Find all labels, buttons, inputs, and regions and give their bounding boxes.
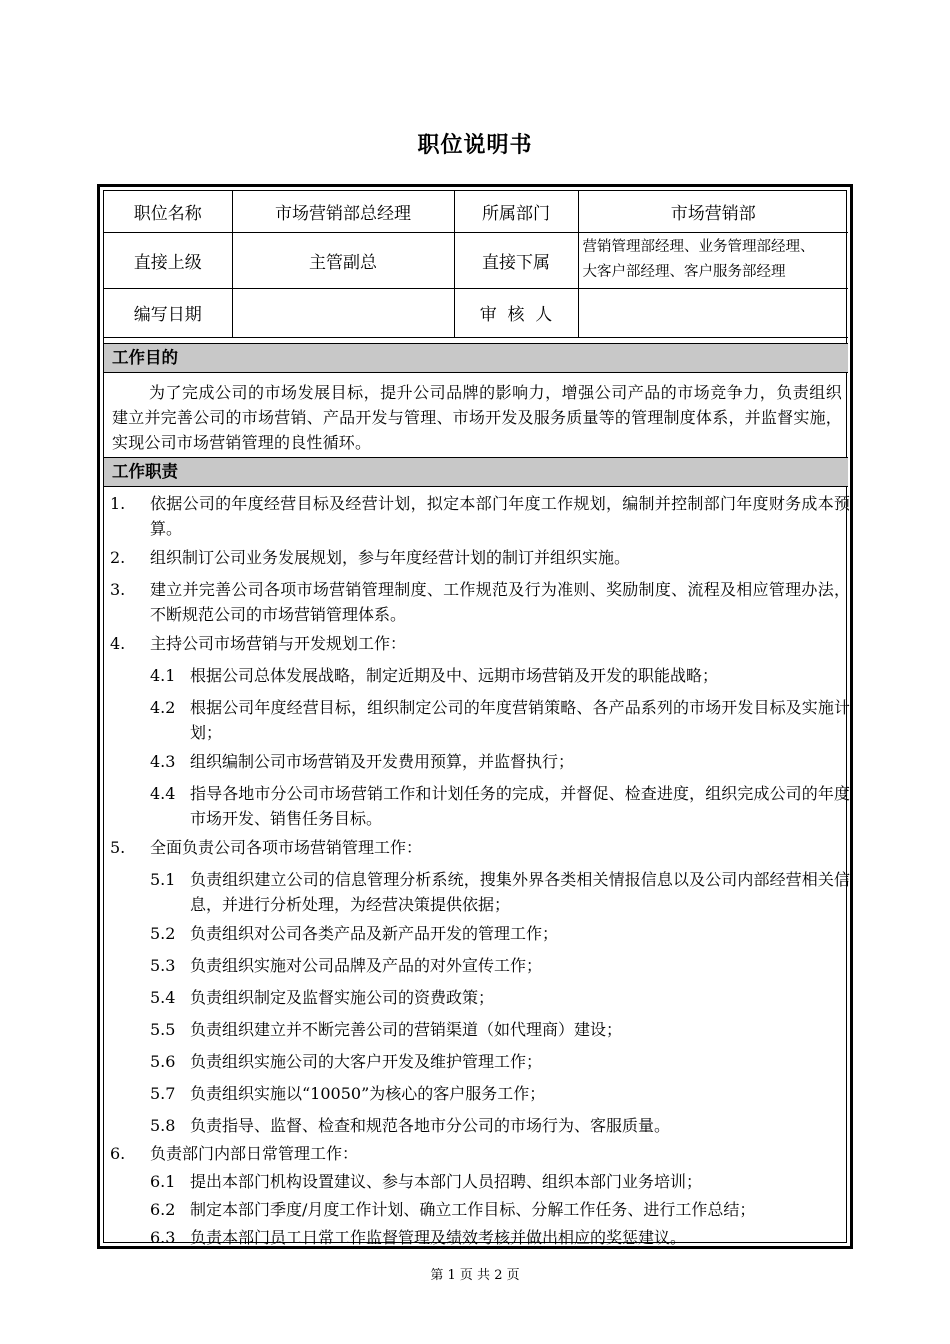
duty-text: 根据公司年度经营目标，组织制定公司的年度营销策略、各产品系列的市场开发目标及实施计划； (190, 698, 850, 742)
page-title: 职位说明书 (417, 133, 533, 158)
duty-number: 6.2 (150, 1200, 176, 1219)
duties-heading: 工作职责 (104, 457, 848, 487)
duty-number: 5.6 (150, 1052, 176, 1071)
page-footer: 第 1 页 共 2 页 (430, 1268, 520, 1283)
duty-number: 4. (110, 634, 126, 653)
duty-text: 全面负责公司各项市场营销管理工作： (150, 838, 423, 857)
duty-text: 主持公司市场营销与开发规划工作： (150, 634, 407, 653)
duty-text: 组织编制公司市场营销及开发费用预算，并监督执行； (190, 752, 575, 771)
duty-text: 负责组织制定及监督实施公司的资费政策； (190, 988, 495, 1007)
duty-number: 6. (110, 1144, 126, 1163)
duty-number: 5.8 (150, 1116, 176, 1135)
duty-number: 1. (110, 494, 126, 513)
duty-text: 依据公司的年度经营目标及经营计划，拟定本部门年度工作规划，编制并控制部门年度财务成本预算。 (150, 494, 850, 538)
info-table (104, 191, 848, 338)
document-inner (103, 190, 850, 1247)
purpose-heading: 工作目的 (104, 343, 848, 373)
duty-number: 6.3 (150, 1228, 176, 1247)
duty-number: 5.3 (150, 956, 176, 975)
info-row-3 (104, 288, 848, 337)
duty-text: 制定本部门季度/月度工作计划、确立工作目标、分解工作任务、进行工作总结； (190, 1200, 756, 1219)
duty-number: 5.2 (150, 924, 176, 943)
value-reviewer (578, 288, 848, 337)
duty-number: 4.1 (150, 666, 176, 685)
info-row-2 (104, 232, 848, 288)
label-department: 所属部门 (454, 191, 578, 232)
duty-text: 负责组织实施对公司品牌及产品的对外宣传工作； (190, 956, 543, 975)
duty-number: 4.4 (150, 784, 176, 803)
subordinates-line-2: 大客户部经理、客户服务部经理 (582, 264, 786, 280)
info-row-1 (104, 191, 848, 232)
label-direct-superior: 直接上级 (104, 232, 232, 288)
value-direct-superior: 主管副总 (232, 232, 454, 288)
duty-number: 3. (110, 580, 126, 599)
duty-number: 5.5 (150, 1020, 176, 1039)
purpose-text: 为了完成公司的市场发展目标，提升公司品牌的影响力，增强公司产品的市场竞争力，负责组织建立并完善公司的市场营销、产品开发与管理、市场开发及服务质量等的管理制度体系，并监督实施，实现公司市场营销管理的良性循环。 (112, 383, 842, 452)
duty-text: 负责组织实施以“10050”为核心的客户服务工作； (190, 1084, 546, 1103)
value-position-name: 市场营销部总经理 (232, 191, 454, 232)
value-department: 市场营销部 (578, 191, 848, 232)
duty-text: 负责组织对公司各类产品及新产品开发的管理工作； (190, 924, 559, 943)
document-frame (97, 184, 853, 1249)
duty-text: 负责组织建立公司的信息管理分析系统，搜集外界各类相关情报信息以及公司内部经营相关信息，并进行分析处理，为经营决策提供依据； (190, 870, 850, 914)
duty-text: 提出本部门机构设置建议、参与本部门人员招聘、组织本部门业务培训； (190, 1172, 703, 1191)
value-prepared-date (232, 288, 454, 337)
duty-text: 组织制订公司业务发展规划，参与年度经营计划的制订并组织实施。 (150, 548, 631, 567)
duty-number: 2. (110, 548, 126, 567)
duty-text: 负责组织实施公司的大客户开发及维护管理工作； (190, 1052, 543, 1071)
duty-text: 负责指导、监督、检查和规范各地市分公司的市场行为、客服质量。 (190, 1116, 671, 1135)
duty-text: 建立并完善公司各项市场营销管理制度、工作规范及行为准则、奖励制度、流程及相应管理办法，不断规范公司的市场营销管理体系。 (150, 580, 850, 624)
duty-text: 负责组织建立并不断完善公司的营销渠道（如代理商）建设； (190, 1020, 623, 1039)
duty-number: 5.1 (150, 870, 176, 889)
label-prepared-date: 编写日期 (104, 288, 232, 337)
duty-number: 5.7 (150, 1084, 176, 1103)
label-direct-subordinates: 直接下属 (454, 232, 578, 288)
duty-text: 根据公司总体发展战略，制定近期及中、远期市场营销及开发的职能战略； (190, 666, 719, 685)
value-direct-subordinates (578, 232, 848, 288)
duty-number: 4.2 (150, 698, 176, 717)
duty-number: 6.1 (150, 1172, 176, 1191)
label-reviewer: 审 核 人 (454, 288, 578, 337)
duty-text: 负责本部门员工日常工作监督管理及绩效考核并做出相应的奖惩建议。 (190, 1228, 687, 1247)
duty-number: 4.3 (150, 752, 176, 771)
duty-number: 5.4 (150, 988, 176, 1007)
duty-text: 负责部门内部日常管理工作： (150, 1144, 359, 1163)
label-position-name: 职位名称 (104, 191, 232, 232)
duty-text: 指导各地市分公司市场营销工作和计划任务的完成，并督促、检查进度，组织完成公司的年度市场开发、销售任务目标。 (190, 784, 850, 828)
subordinates-line-1: 营销管理部经理、业务管理部经理、 (582, 239, 815, 255)
duty-number: 5. (110, 838, 126, 857)
